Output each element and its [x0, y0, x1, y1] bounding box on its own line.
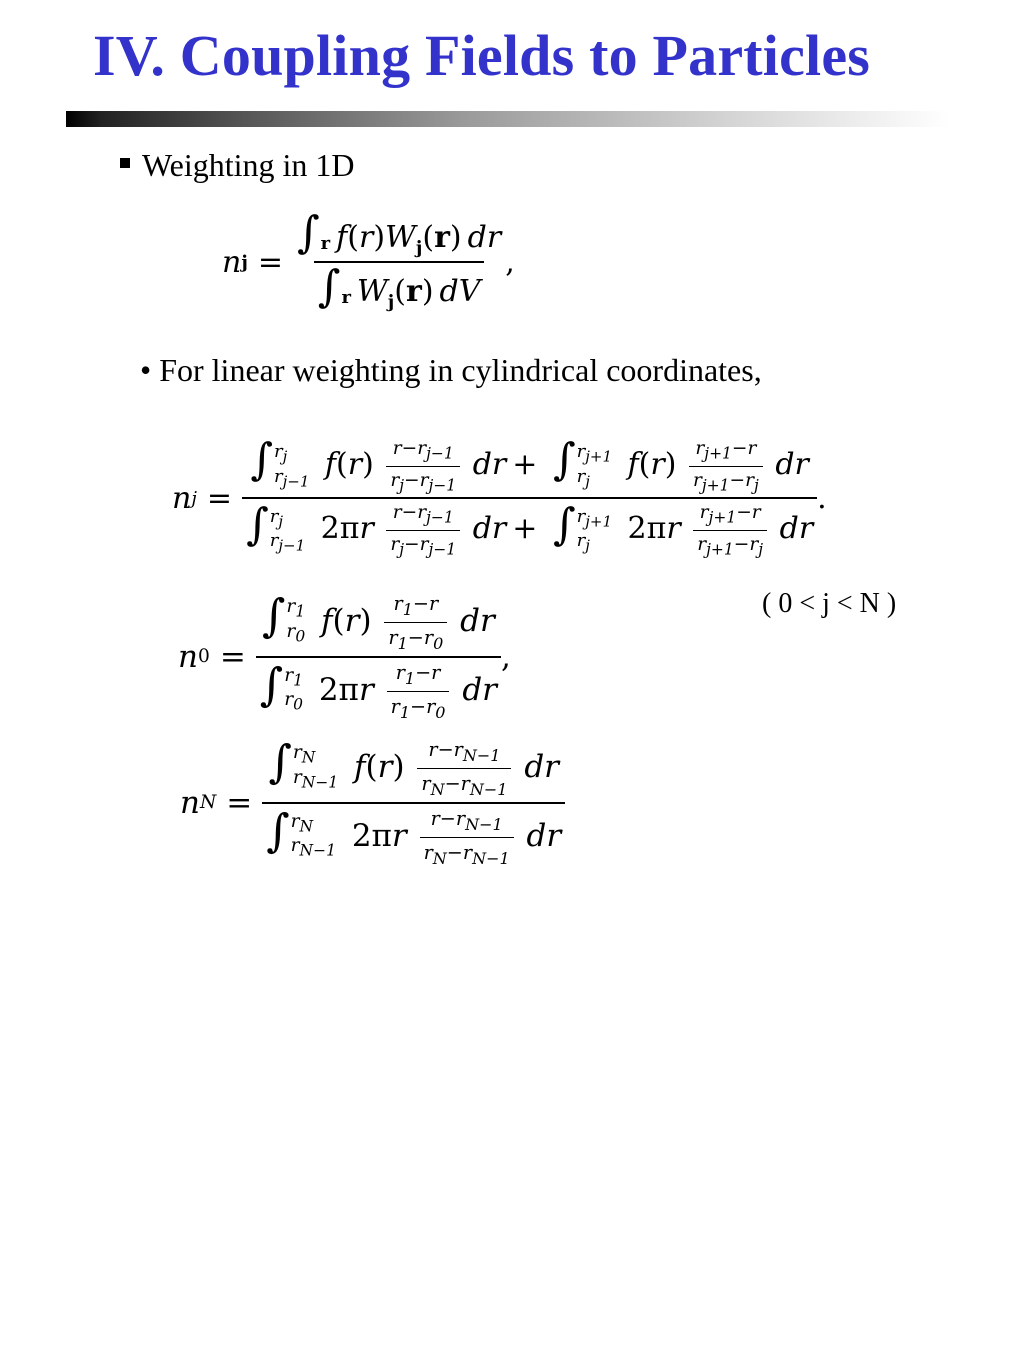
- slide-title: IV. Coupling Fields to Particles: [93, 23, 871, 88]
- title-divider: [66, 111, 950, 127]
- square-bullet-icon: [120, 158, 130, 168]
- bullet-linear-weighting: • For linear weighting in cylindrical coordinates,: [140, 352, 762, 388]
- equation-weighting-1d: n j = ∫ r $f(r)W_j(r)$ dr ∫ r $W_j(r)$ dV ,: [222, 208, 515, 313]
- equation-nN: n N = ∫ $r_N$ $r_{N-1}$ f(r) $\frac{r-r_{N-1}}{r_N-r_{N-1}}$ dr ∫ $r_N$ $r_{N-1}$ 2πr $\frac{r-r_{N-1}}{r_N-r_{N-1}}$ dr: [180, 738, 565, 867]
- bullet-weighting-1d: [120, 147, 355, 184]
- equation-n0: n 0 = ∫ $r_1$ $r_0$ f(r) $\frac{r_1-r}{r_1-r_0}$ dr ∫ $r_1$ $r_0$ 2πr $\frac{r_1-r}{r_1-r_0}$ dr ,: [178, 588, 511, 722]
- bullet-weighting-1d-text: Weighting in 1D: [142, 147, 355, 183]
- index-range-note: ( 0 < j < N ): [762, 588, 897, 619]
- equation-nj-cylindrical: n j = ∫ $r_j$ $r_{j-1}$ f(r) $\frac{r-r_{j-1}}{r_j-r_{j-1}}$ dr + ∫ $r_{j+1}$ $r_j$ f(r) $\frac{r_{j+1}-r}{r_{j+1}-r_j}$ dr ∫ $r_j$ $r_{j-1}$ 2πr $\frac{r-r_{j-1}}{r_j-r_{j-1}}$ dr + ∫ $r_{j+1}$ $r_j$ 2πr $\frac{r_{j+1}-r}{r_{j+1}-r_j}$ dr .: [172, 435, 827, 559]
